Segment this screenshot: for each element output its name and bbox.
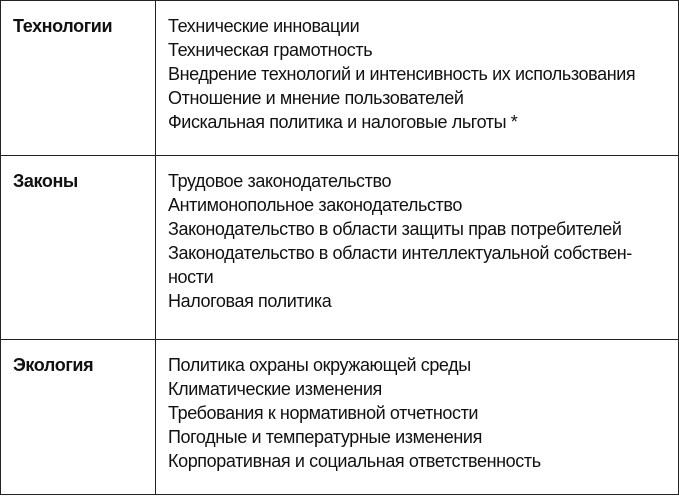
category-cell: Технологии bbox=[1, 1, 156, 156]
list-item: Погодные и температурные изменения bbox=[168, 427, 482, 447]
list-item: Законодательство в области интеллектуальной собствен- bbox=[168, 243, 632, 263]
list-item: Политика охраны окружающей среды bbox=[168, 355, 471, 375]
table-row-technology bbox=[1, 1, 679, 156]
category-cell: Законы bbox=[1, 156, 156, 340]
list-item: Климатические изменения bbox=[168, 379, 382, 399]
list-item: Требования к нормативной отчетности bbox=[168, 403, 479, 423]
table-row-ecology bbox=[1, 340, 679, 495]
table-row-laws bbox=[1, 156, 679, 340]
items-cell bbox=[156, 1, 679, 156]
list-item: Фискальная политика и налоговые льготы * bbox=[168, 112, 518, 132]
list-item: Техническая грамотность bbox=[168, 40, 373, 60]
list-item: Корпоративная и социальная ответственность bbox=[168, 451, 541, 471]
category-cell: Экология bbox=[1, 340, 156, 495]
list-item: ности bbox=[168, 267, 214, 287]
list-item: Технические инновации bbox=[168, 16, 360, 36]
items-cell bbox=[156, 156, 679, 340]
list-item: Внедрение технологий и интенсивность их использования bbox=[168, 64, 636, 84]
list-item: Отношение и мнение пользователей bbox=[168, 88, 464, 108]
list-item: Антимонопольное законодательство bbox=[168, 195, 462, 215]
list-item: Налоговая политика bbox=[168, 291, 332, 311]
list-item: Трудовое законодательство bbox=[168, 171, 392, 191]
items-cell bbox=[156, 340, 679, 495]
list-item: Законодательство в области защиты прав потребителей bbox=[168, 219, 622, 239]
